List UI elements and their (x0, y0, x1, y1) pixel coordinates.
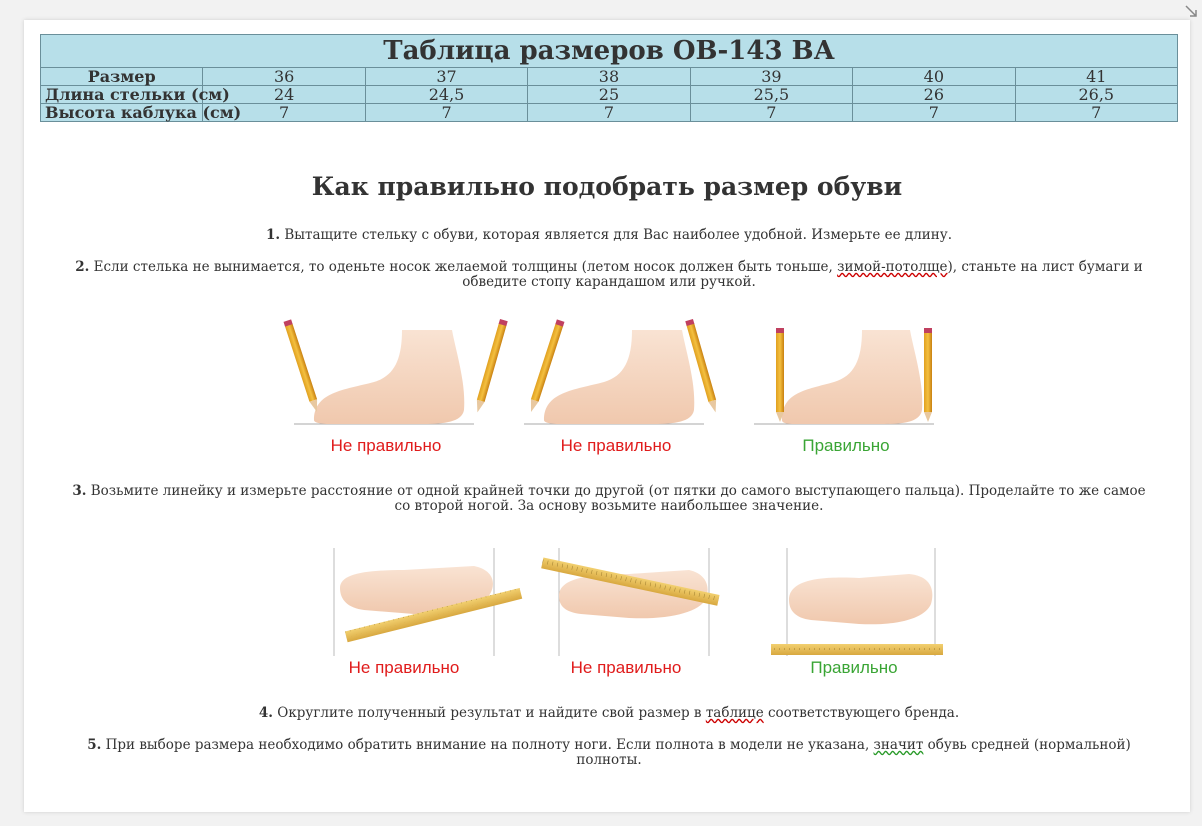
caption-wrong: Не правильно (330, 436, 442, 455)
ruler-figure-2 (541, 548, 719, 656)
table-cell: 24 (203, 86, 365, 104)
table-cell: 39 (690, 68, 852, 86)
table-cell: 41 (1015, 68, 1177, 86)
row-label: Длина стельки (см) (41, 86, 203, 104)
caption-wrong: Не правильно (348, 658, 460, 677)
table-row (41, 86, 1178, 104)
step-text: Округлите полученный результат и найдите свой размер в (272, 705, 706, 721)
caption-right: Правильно (802, 436, 890, 455)
step-number: 3. (72, 483, 87, 499)
step-number: 5. (87, 737, 102, 753)
ruler-icon (771, 644, 943, 655)
step-text: При выборе размера необходимо обратить внимание на полноту ноги. Если полнота в модели не указана, (101, 737, 874, 753)
pencil-icon (284, 319, 321, 413)
step-4 (64, 706, 1154, 721)
step-text: обувь средней (нормальной) полноты. (576, 737, 1131, 768)
row-label: Высота каблука (см) (41, 104, 203, 122)
table-cell: 40 (853, 68, 1015, 86)
table-cell: 37 (365, 68, 527, 86)
table-row (41, 104, 1178, 122)
pencil-icon (924, 328, 932, 422)
table-cell: 26,5 (1015, 86, 1177, 104)
ruler-illustration (304, 548, 934, 656)
step-1 (64, 228, 1154, 243)
table-cell: 25,5 (690, 86, 852, 104)
table-cell: 24,5 (365, 86, 527, 104)
step-text: ), станьте на лист бумаги и обведите стопу карандашом или ручкой. (462, 259, 1143, 290)
step-2 (64, 260, 1154, 290)
ruler-figure-3 (771, 548, 943, 656)
spellcheck-word: зимой-потолще (837, 259, 948, 275)
table-cell: 7 (365, 104, 527, 122)
table-cell: 7 (690, 104, 852, 122)
foot-figure-3 (754, 328, 934, 424)
step-number: 2. (75, 259, 90, 275)
guide-title: Как правильно подобрать размер обуви (311, 172, 903, 201)
expand-icon[interactable] (1180, 2, 1200, 22)
pencil-icon (474, 319, 508, 413)
caption-right: Правильно (810, 658, 898, 677)
caption-wrong: Не правильно (560, 436, 672, 455)
document-page (24, 20, 1190, 812)
ruler-figure-1 (334, 548, 522, 656)
row-label: Размер (41, 68, 203, 86)
table-cell: 7 (853, 104, 1015, 122)
step-text: соответствующего бренда. (763, 705, 960, 721)
pencil-icon (776, 328, 784, 422)
step-3 (64, 484, 1154, 514)
step-5 (64, 738, 1154, 768)
caption-wrong: Не правильно (570, 658, 682, 677)
foot-figure-1 (284, 319, 508, 424)
table-row (41, 68, 1178, 86)
step-text: Вытащите стельку с обуви, которая является для Вас наиболее удобной. Измерьте ее длину. (280, 227, 953, 243)
step-number: 1. (265, 227, 281, 243)
spellcheck-word: значит (873, 737, 924, 753)
step-number: 4. (258, 705, 273, 721)
size-table-title: Таблица размеров ОВ-143 ВА (41, 35, 1178, 68)
table-cell: 38 (528, 68, 690, 86)
table-cell: 25 (528, 86, 690, 104)
step-text: Если стелька не вынимается, то оденьте носок желаемой толщины (летом носок должен быть тоньше, (89, 259, 838, 275)
spellcheck-word: таблице (705, 705, 764, 721)
table-cell: 7 (528, 104, 690, 122)
step-text: Возьмите линейку и измерьте расстояние от одной крайней точки до другой (от пятки до самого выступающего пальца). Проделайте то же самое со второй ногой. За основу возьмите наибольшее значение. (86, 483, 1146, 514)
table-cell: 36 (203, 68, 365, 86)
table-cell: 26 (853, 86, 1015, 104)
table-cell: 7 (1015, 104, 1177, 122)
table-cell: 7 (203, 104, 365, 122)
foot-figure-2 (524, 319, 719, 424)
tracing-illustration (274, 312, 934, 432)
size-table (40, 34, 1178, 122)
